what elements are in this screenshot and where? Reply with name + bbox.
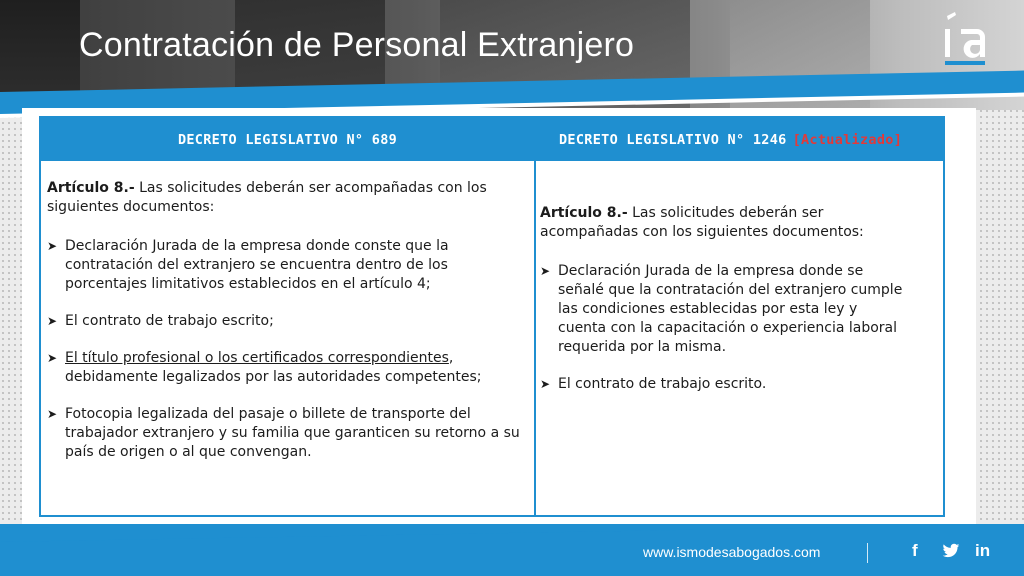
linkedin-icon[interactable]: in — [975, 541, 991, 560]
article-text: Las solicitudes deberán ser acompañadas con los siguientes documentos: — [540, 205, 864, 240]
arrow-bullet-icon: ➤ — [47, 239, 58, 253]
column-dl-1246 — [536, 118, 943, 515]
article-label: Artículo 8.- — [540, 205, 628, 221]
list-item-text: , debidamente legalizados por las autoridades competentes; — [65, 350, 482, 385]
column-header: DECRETO LEGISLATIVO N° 689 — [41, 118, 534, 161]
facebook-icon[interactable]: f — [912, 541, 918, 560]
arrow-bullet-icon: ➤ — [47, 314, 58, 328]
twitter-icon[interactable] — [942, 543, 960, 559]
article-text: Las solicitudes deberán ser acompañadas con los siguientes documentos: — [47, 180, 487, 215]
list-item — [540, 262, 903, 357]
underlined-text: El título profesional o los certificados correspondientes — [65, 350, 449, 366]
column-body — [536, 161, 943, 394]
footer-bar — [0, 524, 1024, 576]
footer-divider — [867, 543, 868, 563]
list-item-text: El contrato de trabajo escrito. — [558, 376, 767, 392]
ia-logo — [939, 12, 991, 68]
comparison-table — [39, 116, 945, 517]
article-intro — [540, 204, 903, 242]
list-item-text: Declaración Jurada de la empresa donde se señalé que la contratación del extranjero cumple las condiciones establecidas por esta ley y cuenta con la capacitación o experiencia laboral requerida por la misma. — [558, 263, 903, 355]
updated-tag: [Actualizado] — [792, 131, 903, 148]
list-item-text: Declaración Jurada de la empresa donde conste que la contratación del extranjero se encuentra dentro de los porcentajes limitativos establecidos en el artículo 4; — [65, 238, 449, 292]
column-header-text: DECRETO LEGISLATIVO N° 1246 — [559, 131, 787, 148]
column-dl-689 — [41, 118, 536, 515]
requirements-list — [47, 237, 520, 462]
column-body — [41, 161, 534, 462]
requirements-list — [540, 262, 903, 394]
list-item — [47, 237, 520, 294]
article-label: Artículo 8.- — [47, 180, 135, 196]
list-item — [47, 405, 520, 462]
list-item — [47, 349, 520, 387]
website-link[interactable]: www.ismodesabogados.com — [643, 544, 821, 560]
arrow-bullet-icon: ➤ — [47, 407, 58, 421]
arrow-bullet-icon: ➤ — [540, 264, 551, 278]
arrow-bullet-icon: ➤ — [540, 377, 551, 391]
list-item-text: Fotocopia legalizada del pasaje o billete de transporte del trabajador extranjero y su familia que garanticen su retorno a su país de origen o al que convengan. — [65, 406, 520, 460]
list-item-text: El contrato de trabajo escrito; — [65, 313, 274, 329]
article-intro — [47, 179, 520, 217]
column-header — [536, 118, 943, 161]
slide-title: Contratación de Personal Extranjero — [79, 26, 635, 64]
list-item — [47, 312, 520, 331]
list-item — [540, 375, 903, 394]
arrow-bullet-icon: ➤ — [47, 351, 58, 365]
